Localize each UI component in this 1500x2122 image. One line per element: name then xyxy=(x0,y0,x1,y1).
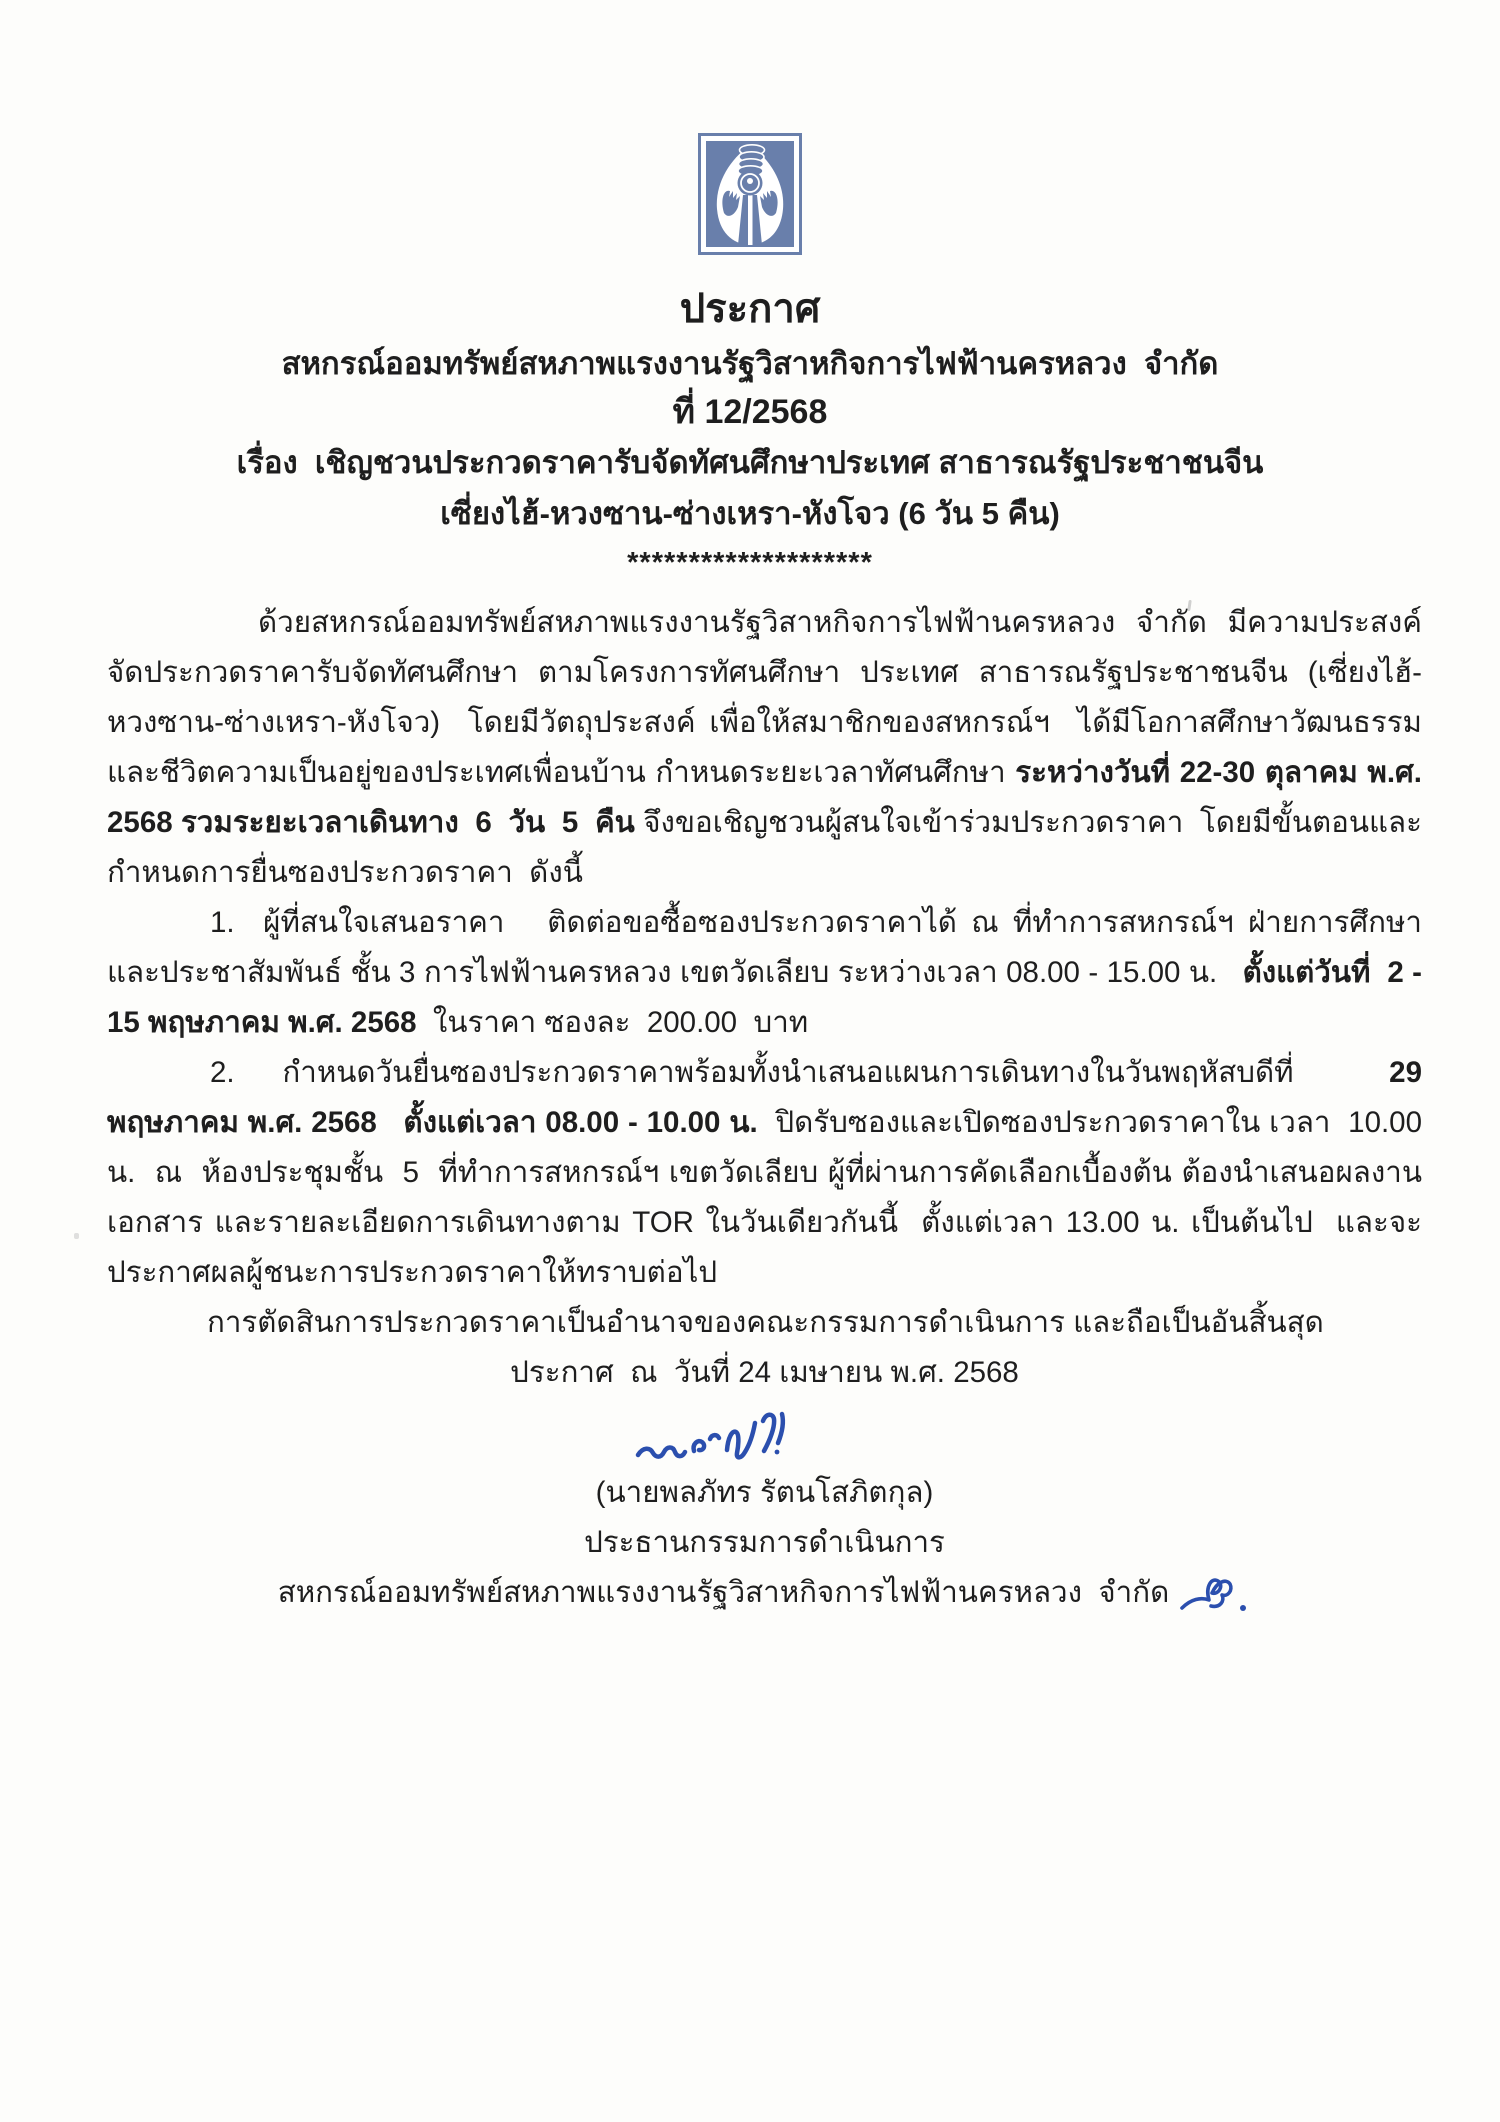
coop-logo xyxy=(698,133,802,255)
scan-artifact xyxy=(74,1233,79,1239)
item-1-paragraph: 1. ผู้ที่สนใจเสนอราคา ติดต่อขอซื้อซองประกวดราคาได้ ณ ที่ทำการสหกรณ์ฯ ฝ่ายการศึกษาและประชาสัมพันธ์ ชั้น 3 การไฟฟ้านครหลวง เขตวัดเลียบ ระหว่างเวลา 08.00 - 15.00 น. ตั้งแต่วันที่ 2 - 15 พฤษภาคม พ.ศ. 2568 ในราคา ซองละ 200.00 บาท xyxy=(107,906,1431,1039)
item-2-paragraph: 2. กำหนดวันยื่นซองประกวดราคาพร้อมทั้งนำเสนอแผนการเดินทางในวันพฤหัสบดีที่ 29 พฤษภาคม พ.ศ. 2568 ตั้งแต่เวลา 08.00 - 10.00 น. ปิดรับซองและเปิดซองประกวดราคาใน เวลา 10.00 น. ณ ห้องประชุมชั้น 5 ที่ทำการสหกรณ์ฯ เขตวัดเลียบ ผู้ที่ผ่านการคัดเลือกเบื้องต้น ต้องนำเสนอผลงาน เอกสาร และรายละเอียดการเดินทางตาม TOR ในวันเดียวกันนี้ ตั้งแต่เวลา 13.00 น. เป็นต้นไป และจะประกาศผลผู้ชนะการประกวดราคาให้ทราบต่อไป xyxy=(107,1056,1431,1289)
signer-title: ประธานกรรมการดำเนินการ xyxy=(584,1526,945,1559)
signer-name: (นายพลภัทร รัตนโสภิตกุล) xyxy=(595,1476,934,1509)
coop-logo-icon xyxy=(698,133,802,255)
document-header xyxy=(0,0,1500,580)
announce-date-line: ประกาศ ณ วันที่ 24 เมษายน พ.ศ. 2568 xyxy=(510,1356,1019,1389)
signature-scribble-icon xyxy=(632,1406,802,1468)
signer-org-line xyxy=(107,1568,1422,1632)
signer-org-text: สหกรณ์ออมทรัพย์สหภาพแรงงานรัฐวิสาหกิจการไฟฟ้านครหลวง จำกัด xyxy=(277,1576,1170,1609)
subject-line: เรื่อง เชิญชวนประกวดราคารับจัดทัศนศึกษาประเทศ สาธารณรัฐประชาชนจีน xyxy=(236,444,1264,480)
org-name-line: สหกรณ์ออมทรัพย์สหภาพแรงงานรัฐวิสาหกิจการไฟฟ้านครหลวง จำกัด xyxy=(281,346,1219,381)
document-body xyxy=(107,598,1431,1632)
signature-row xyxy=(107,1406,1422,1468)
initials-mark xyxy=(1179,1568,1251,1632)
route-line: เซี่ยงไฮ้-หวงซาน-ซ่างเหรา-หังโจว (6 วัน 5 คืน) xyxy=(440,496,1060,532)
intro-paragraph: ด้วยสหกรณ์ออมทรัพย์สหภาพแรงงานรัฐวิสาหกิจการไฟฟ้านครหลวง จำกัด มีความประสงค์จัดประกวดราคารับจัดทัศนศึกษา ตามโครงการทัศนศึกษา ประเทศ สาธารณรัฐประชาชนจีน (เซี่ยงไฮ้-หวงซาน-ซ่างเหรา-หังโจว) โดยมีวัตถุประสงค์ เพื่อให้สมาชิกของสหกรณ์ฯ ได้มีโอกาสศึกษาวัฒนธรรม และชีวิตความเป็นอยู่ของประเทศเพื่อนบ้าน กำหนดระยะเวลาทัศนศึกษา ระหว่างวันที่ 22-30 ตุลาคม พ.ศ. 2568 รวมระยะเวลาเดินทาง 6 วัน 5 คืน จึงขอเชิญชวนผู้สนใจเข้าร่วมประกวดราคา โดยมีขั้นตอนและกำหนดการยื่นซองประกวดราคา ดังนี้ xyxy=(107,606,1431,889)
doc-number: ที่ 12/2568 xyxy=(672,392,828,431)
stars-divider: ******************** xyxy=(627,547,873,580)
announcement-title: ประกาศ xyxy=(679,287,821,331)
decision-line: การตัดสินการประกวดราคาเป็นอำนาจของคณะกรรมการดำเนินการ และถือเป็นอันสิ้นสุด xyxy=(207,1306,1324,1339)
handwritten-initials-icon xyxy=(1179,1568,1251,1616)
